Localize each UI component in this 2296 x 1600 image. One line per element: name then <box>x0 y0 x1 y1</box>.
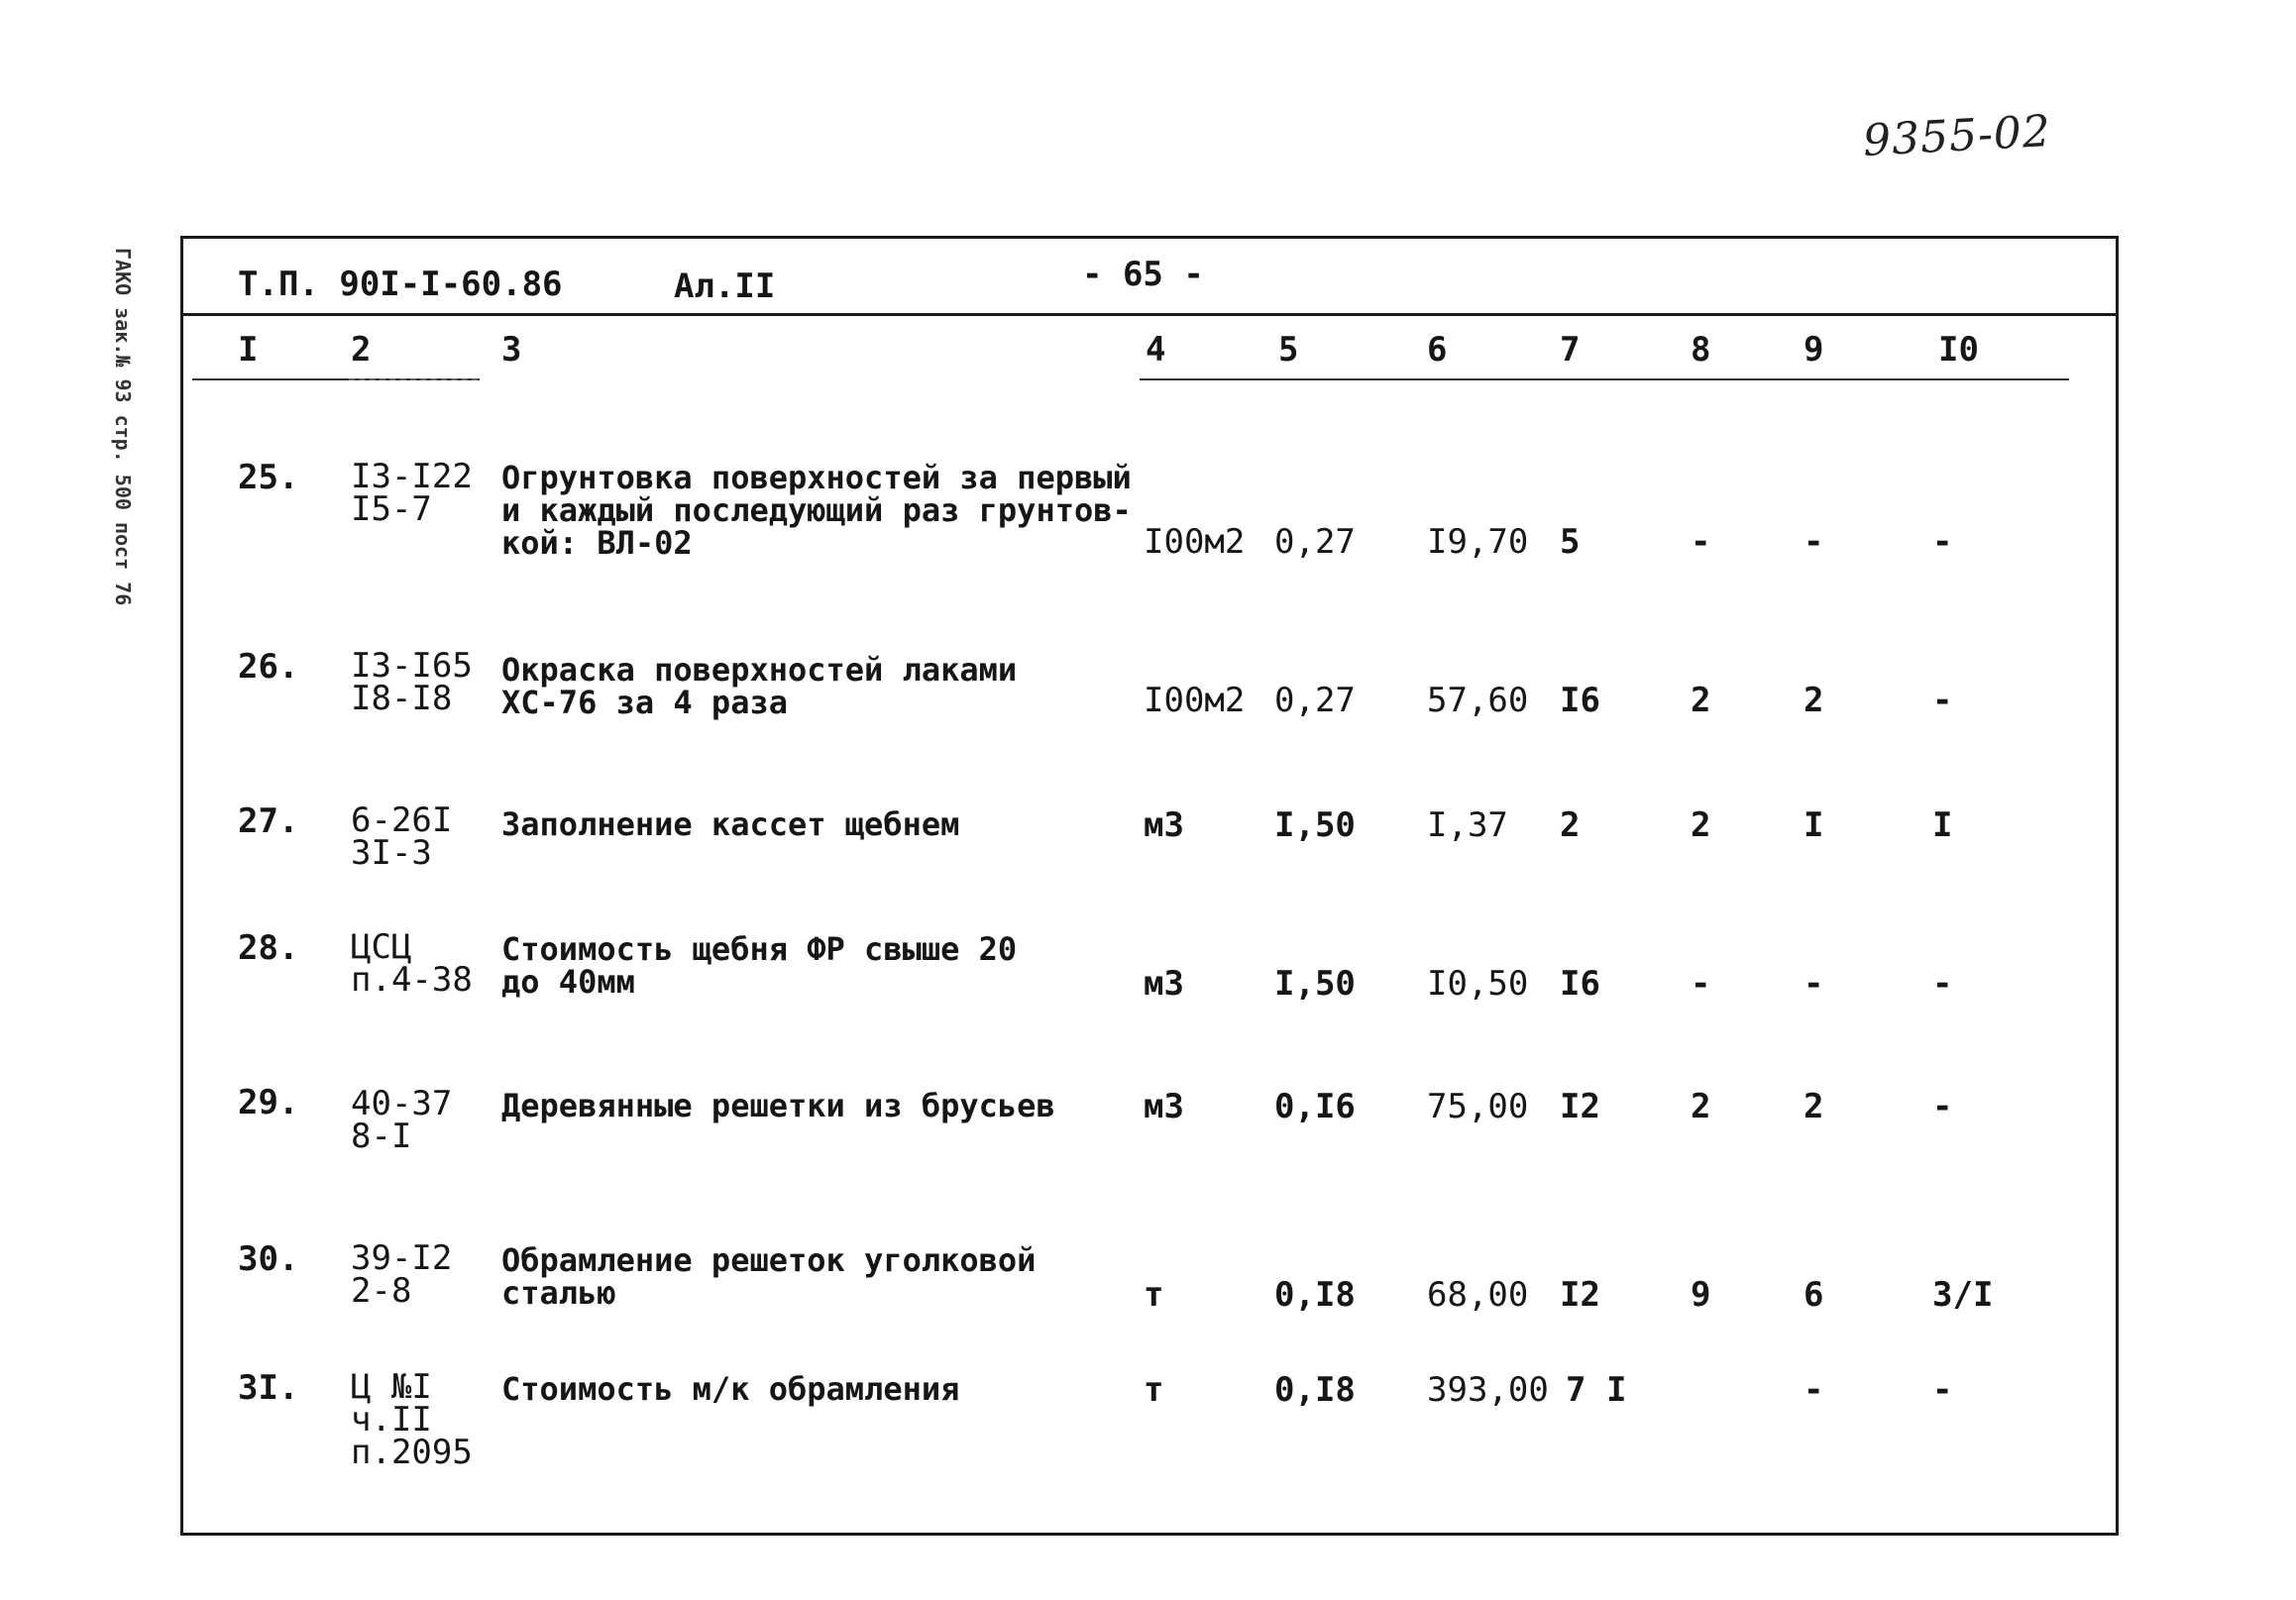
col-header-7: 7 <box>1560 330 1581 370</box>
row-col9: I <box>1804 805 1824 845</box>
row-code: 40-37 8-I <box>351 1084 453 1156</box>
row-description: Огрунтовка поверхностей за первый и каждый последующий раз грунтов- кой: ВЛ-02 <box>501 459 1132 562</box>
row-price: I9,70 <box>1427 522 1529 562</box>
row-unit: I00м2 <box>1144 522 1246 562</box>
row-code: 39-I2 2-8 <box>351 1238 453 1311</box>
project-code: Т.П. 90I-I-60.86 <box>238 265 563 304</box>
row-col7: I2 <box>1560 1087 1600 1126</box>
row-unit: I00м2 <box>1144 681 1246 720</box>
row-price: I0,50 <box>1427 964 1529 1004</box>
row-price: 75,00 <box>1427 1087 1529 1126</box>
row-col10: - <box>1932 964 1953 1004</box>
row-price: 68,00 <box>1427 1275 1529 1315</box>
row-col7: 7 I <box>1566 1370 1627 1410</box>
header-underline-dashed <box>349 378 478 380</box>
row-col8: 2 <box>1691 681 1711 720</box>
col-header-9: 9 <box>1804 330 1824 370</box>
row-price: 57,60 <box>1427 681 1529 720</box>
row-col7: I6 <box>1560 681 1600 720</box>
row-col7: 2 <box>1560 805 1581 845</box>
row-unit: т <box>1144 1275 1164 1315</box>
row-col8: - <box>1691 964 1711 1004</box>
col-header-4: 4 <box>1146 330 1166 370</box>
row-unit: т <box>1144 1370 1164 1410</box>
row-quantity: 0,I8 <box>1274 1275 1356 1315</box>
row-quantity: I,50 <box>1274 964 1356 1004</box>
row-description: Стоимость щебня ФР свыше 20 до 40мм <box>501 930 1018 1001</box>
row-number: 27. <box>238 801 299 841</box>
row-col9: - <box>1804 1370 1824 1410</box>
row-col10: 3/I <box>1932 1275 1994 1315</box>
row-col8: 9 <box>1691 1275 1711 1315</box>
row-code: ЦСЦ п.4-38 <box>351 927 473 1000</box>
album-label: Ал.II <box>674 267 776 306</box>
row-col9: - <box>1804 964 1824 1004</box>
row-description: Стоимость м/к обрамления <box>501 1370 960 1408</box>
header-divider <box>180 313 2119 316</box>
row-number: 25. <box>238 458 299 497</box>
row-quantity: 0,I8 <box>1274 1370 1356 1410</box>
col-header-6: 6 <box>1427 330 1448 370</box>
row-description: Деревянные решетки из брусьев <box>501 1087 1055 1124</box>
row-number: 30. <box>238 1239 299 1279</box>
row-col8: - <box>1691 522 1711 562</box>
col-header-5: 5 <box>1278 330 1299 370</box>
row-quantity: 0,I6 <box>1274 1087 1356 1126</box>
col-header-3: 3 <box>501 330 522 370</box>
page-number: - 65 - <box>1082 255 1204 294</box>
row-col7: I2 <box>1560 1275 1600 1315</box>
row-col8: 2 <box>1691 805 1711 845</box>
row-unit: м3 <box>1144 805 1184 845</box>
row-quantity: I,50 <box>1274 805 1356 845</box>
row-description: Заполнение кассет щебнем <box>501 805 960 843</box>
row-number: 28. <box>238 928 299 968</box>
row-col9: 2 <box>1804 1087 1824 1126</box>
row-col10: I <box>1932 805 1953 845</box>
row-col7: 5 <box>1560 522 1581 562</box>
row-col10: - <box>1932 1087 1953 1126</box>
row-col7: I6 <box>1560 964 1600 1004</box>
row-col10: - <box>1932 1370 1953 1410</box>
row-col9: 2 <box>1804 681 1824 720</box>
row-col10: - <box>1932 522 1953 562</box>
header-underline-right <box>1140 378 2069 380</box>
row-price: I,37 <box>1427 805 1508 845</box>
page-frame <box>180 236 2119 1536</box>
row-quantity: 0,27 <box>1274 681 1356 720</box>
handwritten-archive-number: 9355-02 <box>1861 106 2053 166</box>
row-code: I3-I65 I8-I8 <box>351 646 473 718</box>
row-description: Обрамление решеток уголковой сталью <box>501 1241 1037 1312</box>
row-number: 26. <box>238 647 299 687</box>
col-header-8: 8 <box>1691 330 1711 370</box>
row-quantity: 0,27 <box>1274 522 1356 562</box>
side-archive-note: ГАКО зак.№ 93 стр. 500 пост 76 <box>111 248 135 606</box>
row-col9: - <box>1804 522 1824 562</box>
row-col8: 2 <box>1691 1087 1711 1126</box>
row-code: Ц №I ч.II п.2095 <box>351 1367 473 1472</box>
col-header-1: I <box>238 330 259 370</box>
col-header-10: I0 <box>1938 330 1979 370</box>
col-header-2: 2 <box>351 330 372 370</box>
row-unit: м3 <box>1144 964 1184 1004</box>
row-number: 29. <box>238 1083 299 1122</box>
row-price: 393,00 <box>1427 1370 1549 1410</box>
row-unit: м3 <box>1144 1087 1184 1126</box>
row-col10: - <box>1932 681 1953 720</box>
row-col9: 6 <box>1804 1275 1824 1315</box>
row-number: 3I. <box>238 1368 299 1408</box>
row-description: Окраска поверхностей лаками ХС-76 за 4 раза <box>501 651 1018 721</box>
row-code: 6-26I 3I-3 <box>351 800 453 873</box>
row-code: I3-I22 I5-7 <box>351 457 473 529</box>
